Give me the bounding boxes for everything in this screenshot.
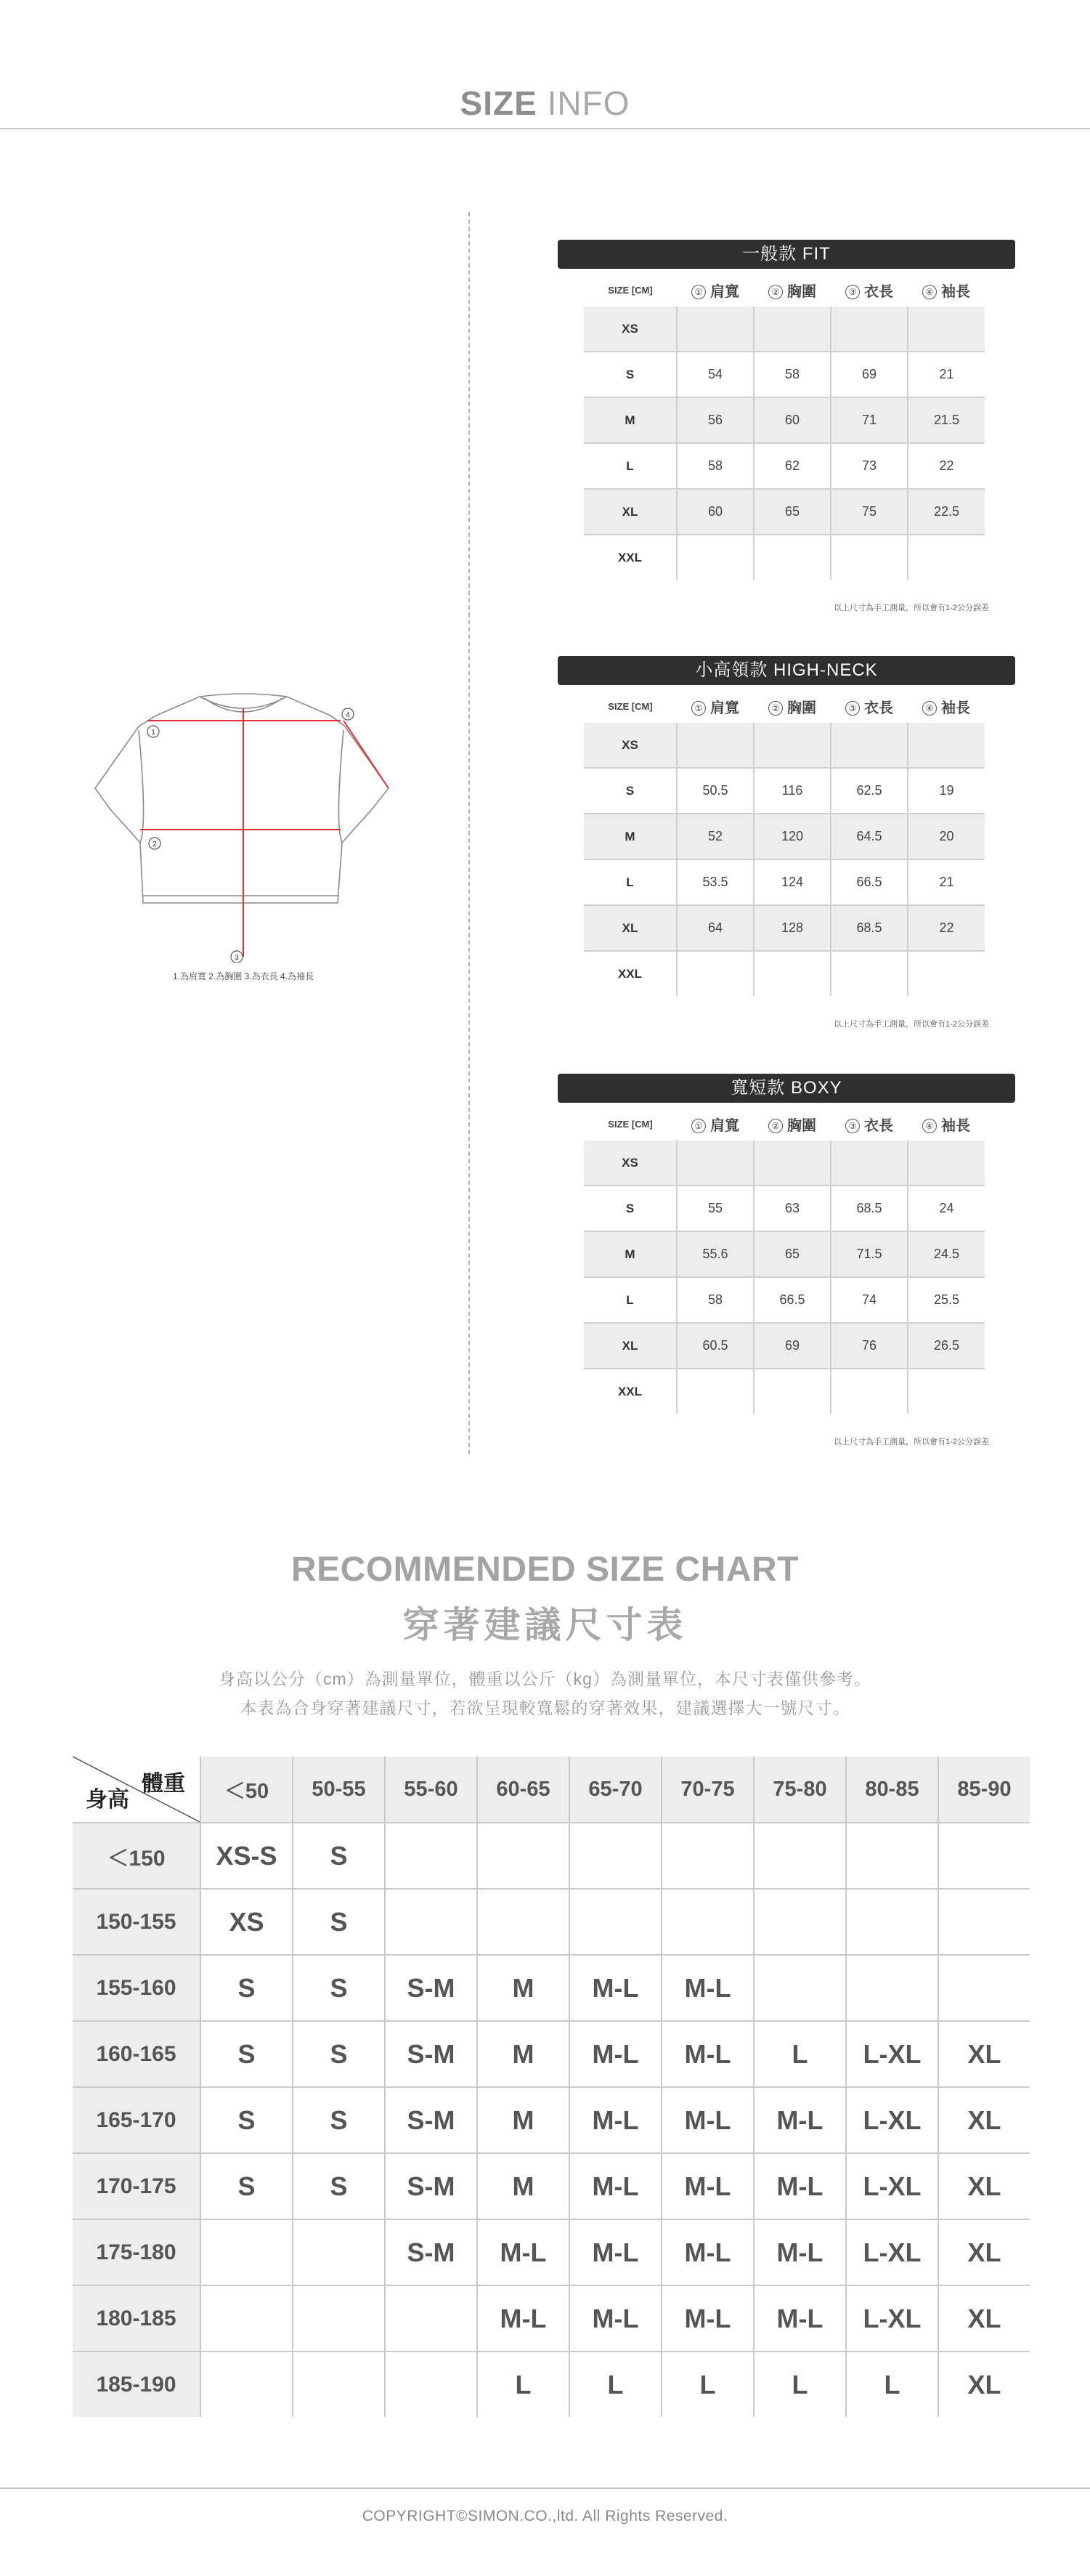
table-row bbox=[584, 397, 985, 443]
measure-header-sleeve: ④ 袖長 bbox=[908, 273, 985, 307]
table-cell: 20 bbox=[908, 814, 985, 859]
table-cell bbox=[908, 307, 985, 352]
table-cell: S-M bbox=[385, 1955, 477, 2021]
table-cell: 68.5 bbox=[831, 1186, 908, 1231]
measure-header-sleeve: ④ 袖長 bbox=[908, 1107, 985, 1141]
table-cell: 120 bbox=[754, 814, 831, 859]
table-cell: L bbox=[754, 2352, 846, 2417]
table-cell: S bbox=[293, 2153, 385, 2219]
table-cell: L bbox=[662, 2352, 754, 2417]
table-cell: 24 bbox=[908, 1186, 985, 1231]
table-cell: M bbox=[477, 1955, 569, 2021]
table-cell: 64 bbox=[677, 905, 754, 951]
recommended-title-zh: 穿著建議尺寸表 bbox=[402, 1605, 688, 1645]
table-cell: S bbox=[293, 2087, 385, 2153]
table-row bbox=[73, 1823, 1030, 1889]
table-cell: 56 bbox=[677, 397, 754, 443]
tshirt-outline bbox=[95, 694, 389, 903]
page-title-light: INFO bbox=[547, 84, 630, 122]
table-cell: 22 bbox=[908, 905, 985, 951]
table-cell: S bbox=[293, 2021, 385, 2087]
table-cell bbox=[754, 723, 831, 768]
table-cell: 63 bbox=[754, 1186, 831, 1231]
table-cell: 21 bbox=[908, 859, 985, 905]
table-cell: S bbox=[293, 1889, 385, 1955]
table-cell: M-L bbox=[569, 2285, 662, 2352]
table-row bbox=[584, 443, 985, 489]
fit-table-block-regular bbox=[558, 240, 1015, 617]
table-cell: L-XL bbox=[846, 2087, 938, 2153]
table-cell bbox=[677, 723, 754, 768]
table-cell: M bbox=[477, 2153, 569, 2219]
table-cell: S-M bbox=[385, 2021, 477, 2087]
table-cell: L-XL bbox=[846, 2219, 938, 2285]
weight-header: 70-75 bbox=[662, 1757, 754, 1823]
table-cell: 60 bbox=[677, 489, 754, 535]
table-cell: XL bbox=[938, 2219, 1030, 2285]
table-cell: 62.5 bbox=[831, 768, 908, 814]
table-row bbox=[73, 1955, 1030, 2021]
table-cell: 21 bbox=[908, 352, 985, 397]
table-row bbox=[584, 768, 985, 814]
table-cell bbox=[754, 1141, 831, 1186]
table-cell bbox=[385, 2352, 477, 2417]
table-cell bbox=[677, 307, 754, 352]
size-col-header: SIZE [CM] bbox=[608, 284, 653, 296]
weight-axis-label: 體重 bbox=[142, 1772, 185, 1796]
measure-header-length: ③ 衣長 bbox=[831, 1107, 908, 1141]
table-cell: S-M bbox=[385, 2219, 477, 2285]
table-cell: XL bbox=[938, 2021, 1030, 2087]
table-cell bbox=[831, 1141, 908, 1186]
table-row bbox=[584, 489, 985, 535]
table-cell: 66.5 bbox=[754, 1277, 831, 1323]
fit-size-table bbox=[584, 1107, 985, 1414]
table-cell: M-L bbox=[569, 2153, 662, 2219]
table-cell: XL bbox=[584, 905, 677, 951]
measure-header-chest: ② 胸圍 bbox=[754, 1107, 831, 1141]
table-cell: 76 bbox=[831, 1323, 908, 1369]
table-row bbox=[584, 535, 985, 580]
table-cell: 58 bbox=[677, 443, 754, 489]
table-cell: L bbox=[584, 859, 677, 905]
table-cell: 19 bbox=[908, 768, 985, 814]
table-cell: 74 bbox=[831, 1277, 908, 1323]
table-row bbox=[584, 1277, 985, 1323]
table-cell: XXL bbox=[617, 550, 643, 564]
table-cell: M-L bbox=[477, 2219, 569, 2285]
table-cell bbox=[385, 1823, 477, 1889]
table-cell bbox=[754, 1823, 846, 1889]
height-header: 150-155 bbox=[73, 1889, 200, 1955]
table-cell: S bbox=[584, 768, 677, 814]
table-cell: 50.5 bbox=[677, 768, 754, 814]
table-cell: XL bbox=[938, 2352, 1030, 2417]
height-header: 180-185 bbox=[73, 2285, 200, 2352]
table-cell bbox=[908, 951, 985, 996]
table-cell: XS bbox=[584, 1141, 677, 1186]
table-cell: M-L bbox=[754, 2087, 846, 2153]
recommended-note-1: 身高以公分（cm）為測量單位，體重以公斤（kg）為測量單位，本尺寸表僅供參考。 bbox=[219, 1669, 871, 1688]
weight-header: 55-60 bbox=[385, 1757, 477, 1823]
table-cell: 62 bbox=[754, 443, 831, 489]
table-cell: M bbox=[477, 2021, 569, 2087]
size-col-header: SIZE [CM] bbox=[608, 700, 653, 712]
table-cell bbox=[831, 723, 908, 768]
table-cell: M-L bbox=[662, 2219, 754, 2285]
copyright-footer: COPYRIGHT©SIMON.CO.,ltd. All Rights Reserved. bbox=[362, 2508, 728, 2524]
measure-note: 以上尺寸為手工測量，所以會有1-2公分誤差 bbox=[834, 604, 989, 612]
measure-markers bbox=[147, 708, 354, 963]
measure-header-shoulder: ① 肩寬 bbox=[677, 689, 754, 723]
table-cell: M bbox=[477, 2087, 569, 2153]
diagram-caption: 1.為肩寬 2.為胸圍 3.為衣長 4.為袖長 bbox=[172, 971, 314, 981]
fit-table-title: 一般款 FIT bbox=[558, 240, 1015, 269]
table-cell: 60.5 bbox=[677, 1323, 754, 1369]
table-cell: 25.5 bbox=[908, 1277, 985, 1323]
table-cell: M-L bbox=[754, 2219, 846, 2285]
table-row bbox=[73, 2021, 1030, 2087]
fit-table-title: 小高領款 HIGH-NECK bbox=[558, 656, 1015, 685]
table-cell: 71 bbox=[831, 397, 908, 443]
measure-header-chest: ② 胸圍 bbox=[754, 273, 831, 307]
table-cell: L bbox=[584, 1277, 677, 1323]
table-cell bbox=[477, 1823, 569, 1889]
table-cell bbox=[200, 2352, 293, 2417]
table-cell bbox=[846, 1889, 938, 1955]
table-cell: S bbox=[200, 2021, 293, 2087]
size-col-header: SIZE [CM] bbox=[608, 1118, 653, 1130]
page-title bbox=[0, 84, 1090, 123]
fit-table-block-boxy bbox=[558, 1074, 1015, 1451]
table-cell: M-L bbox=[662, 2153, 754, 2219]
table-cell bbox=[477, 1889, 569, 1955]
table-cell: XL bbox=[938, 2285, 1030, 2352]
table-row bbox=[584, 1369, 985, 1414]
table-cell: M-L bbox=[662, 1955, 754, 2021]
header-divider bbox=[0, 128, 1090, 129]
table-cell bbox=[831, 1369, 908, 1414]
weight-header: 50-55 bbox=[293, 1757, 385, 1823]
fit-table-title: 寬短款 BOXY bbox=[558, 1074, 1015, 1103]
table-row bbox=[73, 2153, 1030, 2219]
table-cell bbox=[662, 1823, 754, 1889]
table-cell: L bbox=[569, 2352, 662, 2417]
height-header: 165-170 bbox=[73, 2087, 200, 2153]
footer-divider bbox=[0, 2487, 1090, 2489]
fit-size-table bbox=[584, 689, 985, 996]
table-row bbox=[584, 723, 985, 768]
table-cell: M-L bbox=[754, 2285, 846, 2352]
measure-header-chest: ② 胸圍 bbox=[754, 689, 831, 723]
page-title-bold: SIZE bbox=[460, 84, 537, 122]
weight-header: 65-70 bbox=[569, 1757, 662, 1823]
table-row bbox=[584, 307, 985, 352]
table-cell bbox=[908, 723, 985, 768]
table-cell: 116 bbox=[754, 768, 831, 814]
table-cell: 26.5 bbox=[908, 1323, 985, 1369]
table-cell: XL bbox=[938, 2153, 1030, 2219]
table-row bbox=[73, 2352, 1030, 2417]
height-header: 160-165 bbox=[73, 2021, 200, 2087]
height-header: 170-175 bbox=[73, 2153, 200, 2219]
table-cell: 58 bbox=[677, 1277, 754, 1323]
table-cell bbox=[200, 2285, 293, 2352]
table-cell: 55.6 bbox=[677, 1231, 754, 1277]
table-cell: M bbox=[584, 814, 677, 859]
table-cell: L bbox=[477, 2352, 569, 2417]
table-cell bbox=[293, 2352, 385, 2417]
table-cell: M bbox=[584, 1231, 677, 1277]
fit-size-table bbox=[584, 273, 985, 580]
table-row bbox=[584, 1141, 985, 1186]
measure-note: 以上尺寸為手工測量，所以會有1-2公分誤差 bbox=[834, 1438, 989, 1446]
table-row bbox=[584, 814, 985, 859]
table-cell: 60 bbox=[754, 397, 831, 443]
table-row bbox=[73, 1889, 1030, 1955]
table-cell: XS bbox=[584, 307, 677, 352]
table-cell: 69 bbox=[831, 352, 908, 397]
table-row bbox=[73, 2219, 1030, 2285]
weight-header: 60-65 bbox=[477, 1757, 569, 1823]
table-cell bbox=[569, 1889, 662, 1955]
table-cell bbox=[569, 1823, 662, 1889]
table-cell: S bbox=[293, 1823, 385, 1889]
height-axis-label: 身高 bbox=[86, 1788, 129, 1812]
table-cell: 65 bbox=[754, 489, 831, 535]
table-cell bbox=[677, 535, 754, 580]
table-cell bbox=[385, 1889, 477, 1955]
table-cell bbox=[908, 1141, 985, 1186]
table-cell: XS bbox=[200, 1889, 293, 1955]
table-row bbox=[584, 1231, 985, 1277]
table-row bbox=[73, 2087, 1030, 2153]
table-cell bbox=[754, 1889, 846, 1955]
measure-header-sleeve: ④ 袖長 bbox=[908, 689, 985, 723]
measure-header-length: ③ 衣長 bbox=[831, 689, 908, 723]
table-cell bbox=[754, 535, 831, 580]
table-cell: L bbox=[584, 443, 677, 489]
weight-header-row bbox=[73, 1757, 1030, 1823]
table-cell: S bbox=[200, 1955, 293, 2021]
table-cell bbox=[908, 1369, 985, 1414]
table-cell: 66.5 bbox=[831, 859, 908, 905]
height-header: 185-190 bbox=[73, 2352, 200, 2417]
table-cell bbox=[293, 2285, 385, 2352]
table-cell: S bbox=[200, 2153, 293, 2219]
table-cell: L-XL bbox=[846, 2153, 938, 2219]
table-row bbox=[584, 859, 985, 905]
table-cell bbox=[831, 307, 908, 352]
table-cell bbox=[385, 2285, 477, 2352]
table-cell: XXL bbox=[617, 1384, 643, 1398]
table-row bbox=[584, 1323, 985, 1369]
table-row bbox=[584, 352, 985, 397]
table-cell: M-L bbox=[662, 2087, 754, 2153]
table-cell: 73 bbox=[831, 443, 908, 489]
table-cell bbox=[938, 1955, 1030, 2021]
table-cell: L-XL bbox=[846, 2021, 938, 2087]
table-cell: L bbox=[754, 2021, 846, 2087]
table-cell: S bbox=[293, 1955, 385, 2021]
table-cell: 69 bbox=[754, 1323, 831, 1369]
table-cell: 52 bbox=[677, 814, 754, 859]
table-cell: 65 bbox=[754, 1231, 831, 1277]
table-cell bbox=[831, 951, 908, 996]
marker-1-label: 1 bbox=[151, 729, 155, 737]
table-cell bbox=[293, 2219, 385, 2285]
table-cell: XL bbox=[584, 1323, 677, 1369]
table-cell bbox=[938, 1823, 1030, 1889]
table-cell: XS-S bbox=[200, 1823, 293, 1889]
height-header: 175-180 bbox=[73, 2219, 200, 2285]
table-cell: M-L bbox=[569, 2087, 662, 2153]
table-row bbox=[584, 905, 985, 951]
table-cell: S-M bbox=[385, 2153, 477, 2219]
weight-header: 75-80 bbox=[754, 1757, 846, 1823]
height-header: ＜150 bbox=[73, 1823, 200, 1889]
recommended-size-table bbox=[73, 1757, 1030, 2417]
measure-header-length: ③ 衣長 bbox=[831, 273, 908, 307]
table-cell: M-L bbox=[569, 2021, 662, 2087]
table-cell: S bbox=[200, 2087, 293, 2153]
fit-table-block-high-neck bbox=[558, 656, 1015, 1034]
weight-header: ＜50 bbox=[200, 1757, 293, 1823]
recommended-note-2: 本表為合身穿著建議尺寸，若欲呈現較寬鬆的穿著效果，建議選擇大一號尺寸。 bbox=[240, 1698, 850, 1717]
table-cell bbox=[754, 1369, 831, 1414]
table-cell bbox=[754, 951, 831, 996]
table-cell bbox=[938, 1889, 1030, 1955]
table-cell: 53.5 bbox=[677, 859, 754, 905]
measure-header-shoulder: ① 肩寬 bbox=[677, 273, 754, 307]
table-cell: S bbox=[584, 352, 677, 397]
table-cell: 24.5 bbox=[908, 1231, 985, 1277]
table-cell bbox=[754, 1955, 846, 2021]
table-row bbox=[73, 2285, 1030, 2352]
corner-header-cell bbox=[73, 1757, 200, 1823]
table-cell bbox=[677, 1369, 754, 1414]
table-cell: XL bbox=[584, 489, 677, 535]
table-cell: 54 bbox=[677, 352, 754, 397]
table-cell: S bbox=[584, 1186, 677, 1231]
recommended-table-body bbox=[73, 1823, 1030, 2417]
weight-header: 85-90 bbox=[938, 1757, 1030, 1823]
weight-header: 80-85 bbox=[846, 1757, 938, 1823]
measure-note: 以上尺寸為手工測量，所以會有1-2公分誤差 bbox=[834, 1020, 989, 1029]
table-cell: M-L bbox=[662, 2285, 754, 2352]
table-cell: L bbox=[846, 2352, 938, 2417]
table-cell bbox=[831, 535, 908, 580]
table-cell: M bbox=[584, 397, 677, 443]
recommended-title-en: RECOMMENDED SIZE CHART bbox=[290, 1550, 799, 1589]
table-cell: M-L bbox=[569, 1955, 662, 2021]
table-cell: 128 bbox=[754, 905, 831, 951]
table-cell: XS bbox=[584, 723, 677, 768]
table-cell bbox=[754, 307, 831, 352]
table-cell bbox=[846, 1955, 938, 2021]
table-cell: L-XL bbox=[846, 2285, 938, 2352]
table-cell: 64.5 bbox=[831, 814, 908, 859]
table-cell bbox=[677, 951, 754, 996]
table-cell: M-L bbox=[569, 2219, 662, 2285]
table-cell: 22 bbox=[908, 443, 985, 489]
table-row bbox=[584, 951, 985, 996]
height-header: 155-160 bbox=[73, 1955, 200, 2021]
table-cell: 58 bbox=[754, 352, 831, 397]
marker-2-label: 2 bbox=[152, 841, 157, 848]
table-cell bbox=[200, 2219, 293, 2285]
tshirt-measurement-diagram bbox=[69, 686, 418, 963]
marker-3-label: 3 bbox=[235, 954, 239, 962]
vertical-dashed-divider bbox=[468, 212, 470, 1454]
table-cell: 21.5 bbox=[908, 397, 985, 443]
table-cell: M-L bbox=[662, 2021, 754, 2087]
table-cell: 55 bbox=[677, 1186, 754, 1231]
table-cell: 75 bbox=[831, 489, 908, 535]
table-cell: M-L bbox=[754, 2153, 846, 2219]
table-cell: XXL bbox=[617, 966, 643, 981]
table-cell bbox=[908, 535, 985, 580]
table-cell bbox=[662, 1889, 754, 1955]
table-cell: XL bbox=[938, 2087, 1030, 2153]
measure-header-shoulder: ① 肩寬 bbox=[677, 1107, 754, 1141]
table-cell bbox=[846, 1823, 938, 1889]
table-cell: M-L bbox=[477, 2285, 569, 2352]
table-row bbox=[584, 1186, 985, 1231]
table-cell: 71.5 bbox=[831, 1231, 908, 1277]
table-cell: 68.5 bbox=[831, 905, 908, 951]
table-cell bbox=[677, 1141, 754, 1186]
table-cell: 22.5 bbox=[908, 489, 985, 535]
table-cell: S-M bbox=[385, 2087, 477, 2153]
marker-4-label: 4 bbox=[346, 711, 350, 719]
table-cell: 124 bbox=[754, 859, 831, 905]
